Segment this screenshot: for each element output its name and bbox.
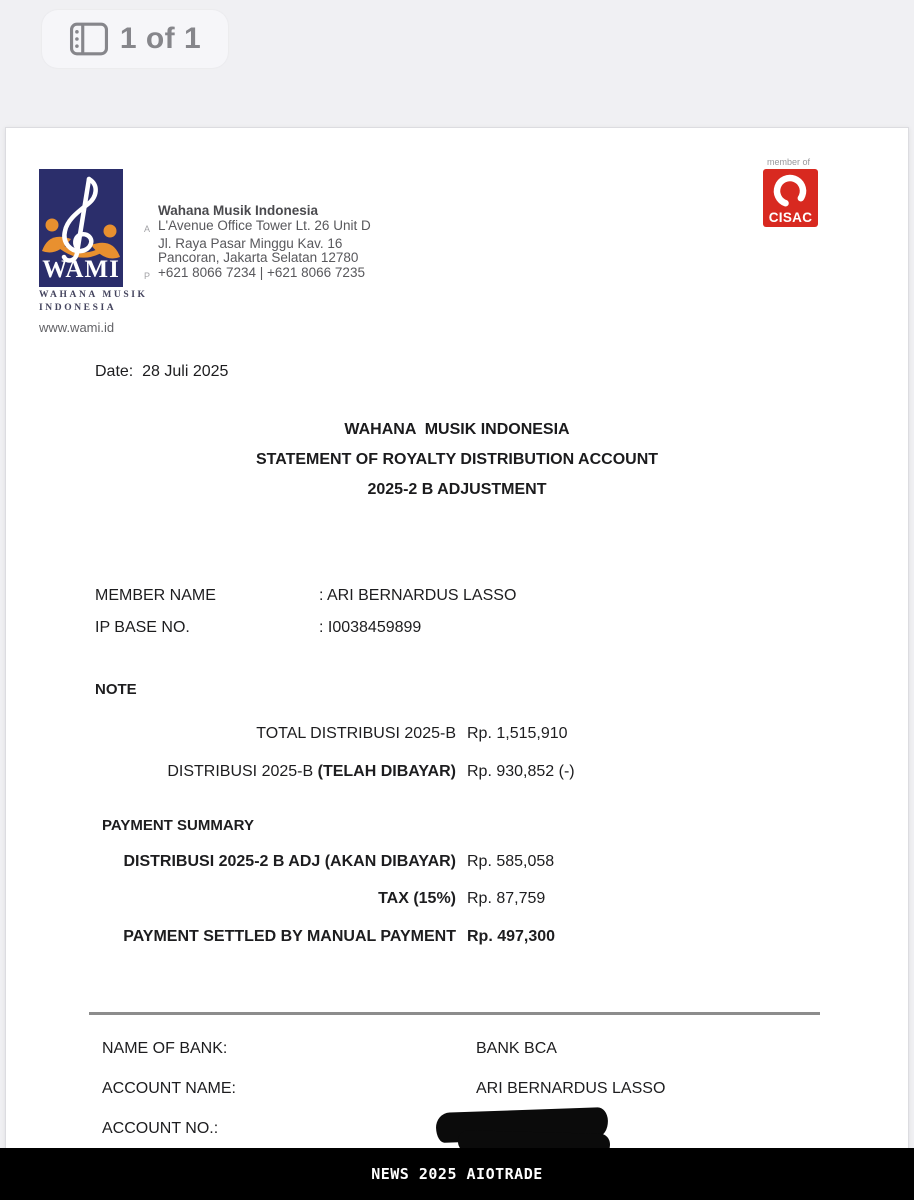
note-row-label (46, 724, 456, 743)
note-heading: NOTE (95, 681, 137, 698)
bank-row-label: ACCOUNT NAME: (102, 1080, 236, 1097)
address-block (144, 204, 371, 284)
note-row-value: Rp. 930,852 (-) (467, 763, 575, 780)
date-row (95, 362, 228, 381)
document-title-block (6, 421, 908, 511)
wami-logo (39, 169, 123, 287)
note-row-value: Rp. 1,515,910 (467, 725, 568, 742)
member-name-label: MEMBER NAME (95, 587, 216, 604)
address-prefix-p: P (144, 271, 151, 282)
wami-logo-word: WAMI (42, 256, 120, 283)
title-line-2: STATEMENT OF ROYALTY DISTRIBUTION ACCOUNT (255, 451, 659, 468)
wami-caption-line1: WAHANA MUSIK (39, 290, 148, 300)
address-line-1: L'Avenue Office Tower Lt. 26 Unit D (158, 217, 371, 233)
title-line-3: 2025-2 B ADJUSTMENT (367, 481, 547, 498)
cisac-member-of-label: member of (767, 157, 811, 167)
bank-row-label: NAME OF BANK: (102, 1040, 228, 1057)
address-prefix-a: A (144, 223, 151, 234)
ip-base-value: : I0038459899 (319, 619, 422, 636)
document-page (5, 127, 909, 1200)
cisac-logo (763, 169, 818, 227)
section-divider (89, 1012, 820, 1015)
note-row1-label-text: TOTAL DISTRIBUSI 2025-B (256, 725, 456, 742)
payment-row-value: Rp. 585,058 (467, 853, 555, 870)
member-name-value: : ARI BERNARDUS LASSO (319, 587, 517, 604)
wami-caption-line2: INDONESIA (39, 303, 117, 313)
footer-watermark-bar (0, 1148, 914, 1200)
address-line-3: Pancoran, Jakarta Selatan 12780 (158, 250, 359, 266)
org-name: Wahana Musik Indonesia (158, 203, 319, 218)
payment-row-label: PAYMENT SETTLED BY MANUAL PAYMENT (123, 928, 456, 945)
page-indicator-label: 1 of 1 (119, 22, 202, 55)
cisac-wordmark: CISAC (768, 210, 813, 225)
note-row2-label-text: DISTRIBUSI 2025-B (167, 763, 318, 780)
date-value: 28 Juli 2025 (142, 363, 229, 380)
date-label: Date: (95, 363, 134, 380)
phone-numbers: +621 8066 7234 | +621 8066 7235 (158, 265, 365, 281)
address-line-2: Jl. Raya Pasar Minggu Kav. 16 (158, 235, 343, 251)
payment-row-label: DISTRIBUSI 2025-2 B ADJ (AKAN DIBAYAR) (123, 853, 456, 870)
payment-row-value: Rp. 497,300 (467, 928, 556, 945)
payment-row-value: Rp. 87,759 (467, 890, 546, 907)
website-url: www.wami.id (39, 320, 115, 335)
payment-summary-heading: PAYMENT SUMMARY (102, 817, 254, 834)
bank-row-label: ACCOUNT NO.: (102, 1120, 219, 1137)
bank-row-value: ARI BERNARDUS LASSO (476, 1080, 666, 1097)
address-prefix-spacer (144, 251, 158, 266)
page-indicator-pill[interactable] (42, 10, 228, 68)
address-prefix-spacer (144, 237, 158, 252)
title-line-1: WAHANA MUSIK INDONESIA (344, 421, 570, 438)
note-row-label (46, 762, 456, 781)
footer-watermark-text: NEWS 2025 AIOTRADE (371, 1165, 543, 1183)
payment-row-label: TAX (15%) (378, 890, 456, 907)
ip-base-label: IP BASE NO. (95, 619, 190, 636)
note-row2-label-bold: (TELAH DIBAYAR) (317, 763, 456, 780)
thumbnails-sidebar-icon (69, 22, 109, 56)
bank-row-value: BANK BCA (476, 1040, 557, 1057)
